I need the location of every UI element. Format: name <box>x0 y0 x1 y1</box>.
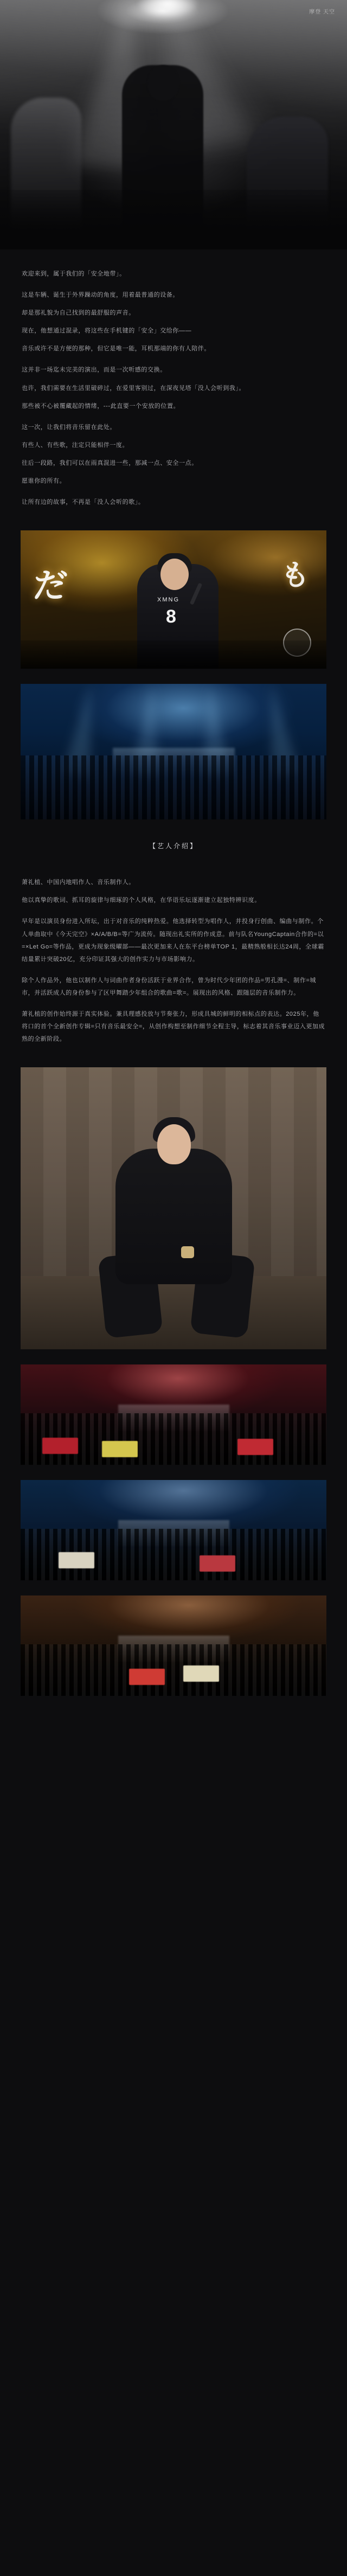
crowd-audience <box>21 1644 326 1696</box>
banner <box>59 1552 94 1568</box>
kanji-overlay-left: だ <box>31 566 72 606</box>
intro-paragraph: 这是车辆、诞生于外界躁动的角度，用着最普通的设备。 <box>22 292 179 299</box>
bio-text-block <box>0 858 347 1060</box>
page-footer-space <box>0 1703 347 1736</box>
banner <box>183 1665 219 1682</box>
crowd-foreground <box>0 190 347 249</box>
bio-paragraph: 他以真挚的歌词、抓耳的旋律与细琢的个人风格，在华语乐坛逐渐建立起独特辨识度。 <box>22 897 261 904</box>
intro-paragraph: 让所有边的故事，不再是「没人会听的歌」。 <box>22 499 145 506</box>
intro-paragraph: 却是那礼貌为自己找到的最舒服的声音。 <box>22 310 135 317</box>
photo-show-b-wrap <box>0 1472 347 1588</box>
banner <box>200 1555 235 1572</box>
photo-portrait-wrap <box>0 1060 347 1357</box>
banner <box>42 1438 78 1454</box>
intro-paragraph: 那些被不心被覆藏起的情绪，---此直要一个安放的位置。 <box>22 402 180 409</box>
jersey-number: 8 <box>166 606 176 627</box>
bio-paragraph: 萧礼植、中国内地唱作人、音乐制作人。 <box>22 879 135 886</box>
photo-concert-red <box>21 1364 326 1465</box>
photo-show-a-wrap <box>0 1357 347 1472</box>
banner <box>102 1441 138 1457</box>
banner <box>129 1669 165 1685</box>
intro-paragraph: 这一次，让我们将音乐留在此处。 <box>22 424 116 431</box>
stage-floor <box>21 640 326 669</box>
floor <box>21 1276 326 1349</box>
intro-paragraph: 也许，我们需要在生活里破碎过，在爱里客别过，在深夜见塔「没人会听到我」。 <box>22 385 246 392</box>
banner <box>237 1439 273 1455</box>
section-heading-artist: 【艺人介绍】 <box>149 842 198 850</box>
bio-paragraph: 除个人作品外，他也以制作人与词曲作者身份活跃于业界合作，曾为时代少年团的作品=男孔漫=、制作=城市，并活跃成人的身份参与了区甲舞踏少年组合的歌曲=歌=。展现出的风格、跟随层的音乐制作力。 <box>22 977 317 996</box>
intro-paragraph: 愿谁你的所有。 <box>22 478 66 485</box>
performer-head <box>147 65 179 101</box>
photo-concert-blue <box>21 1480 326 1580</box>
photo-live-yellow <box>21 530 326 669</box>
torso <box>115 1149 232 1284</box>
photo-concert-warm <box>21 1595 326 1696</box>
hero-image <box>0 0 347 249</box>
intro-paragraph: 往后一段路，我们可以在雨真混进一些，那减一点、安全一点。 <box>22 459 198 466</box>
photo-live2-wrap <box>0 676 347 827</box>
intro-paragraph: 现在，他想通过混录，将这些在手机键的「安全」交给你—— <box>22 328 192 335</box>
intro-paragraph: 音乐或许不是方便的那种，但它是唯一能，耳机那端的你有人陪伴。 <box>22 345 210 353</box>
intro-text-block <box>0 249 347 523</box>
bio-paragraph: 早年是以演员身份进入所坛，出于对音乐的纯粹热爱。他选择转型为唱作人，并投身行创曲、编曲与制作。个人单曲取中《今天完空》×A/A/B/B=等广为流传。随现出礼实所的作成意。前与队名YoungCaptain合作的=以=×Let Go=等作品，更成为现象级曜部——最次更加来人在东平台榜单TOP 1，最精熟般相长达24周，全球霸结量累计突破20亿，充分印证其强大的创作实力与市场影响力。 <box>22 918 324 963</box>
bio-paragraph: 萧礼植的创作始终源于真实体验。兼具理感投放与节奏张力，形成具城的鲜明的相标点的表达。2025年，他将口的首个全新创作专辑=只有音乐最安全=，从创作构想至制作细节全程主导，标志着其音乐事业迈入更加成熟的全新阶段。 <box>22 1010 325 1043</box>
crowd-audience <box>21 755 326 819</box>
intro-paragraph: 有些人、有些歌，注定只能相伴一度。 <box>22 441 129 448</box>
performer-face <box>160 559 189 590</box>
watermark-logo: 摩登 天空 <box>309 9 335 15</box>
wristwatch-icon <box>181 1246 194 1258</box>
photo-artist-portrait <box>21 1067 326 1349</box>
kanji-overlay-right: も <box>279 559 312 592</box>
photo-crowd-blue <box>21 684 326 819</box>
intro-paragraph: 这并非一场迄未完美的演出，而是一次听感的交换。 <box>22 367 166 374</box>
jersey-name: XMNG <box>157 597 179 604</box>
face <box>157 1124 191 1164</box>
photo-live1-wrap <box>0 523 347 676</box>
intro-paragraph: 欢迎来到，属于我们的「安全地带」。 <box>22 271 126 277</box>
photo-show-c-wrap <box>0 1588 347 1703</box>
